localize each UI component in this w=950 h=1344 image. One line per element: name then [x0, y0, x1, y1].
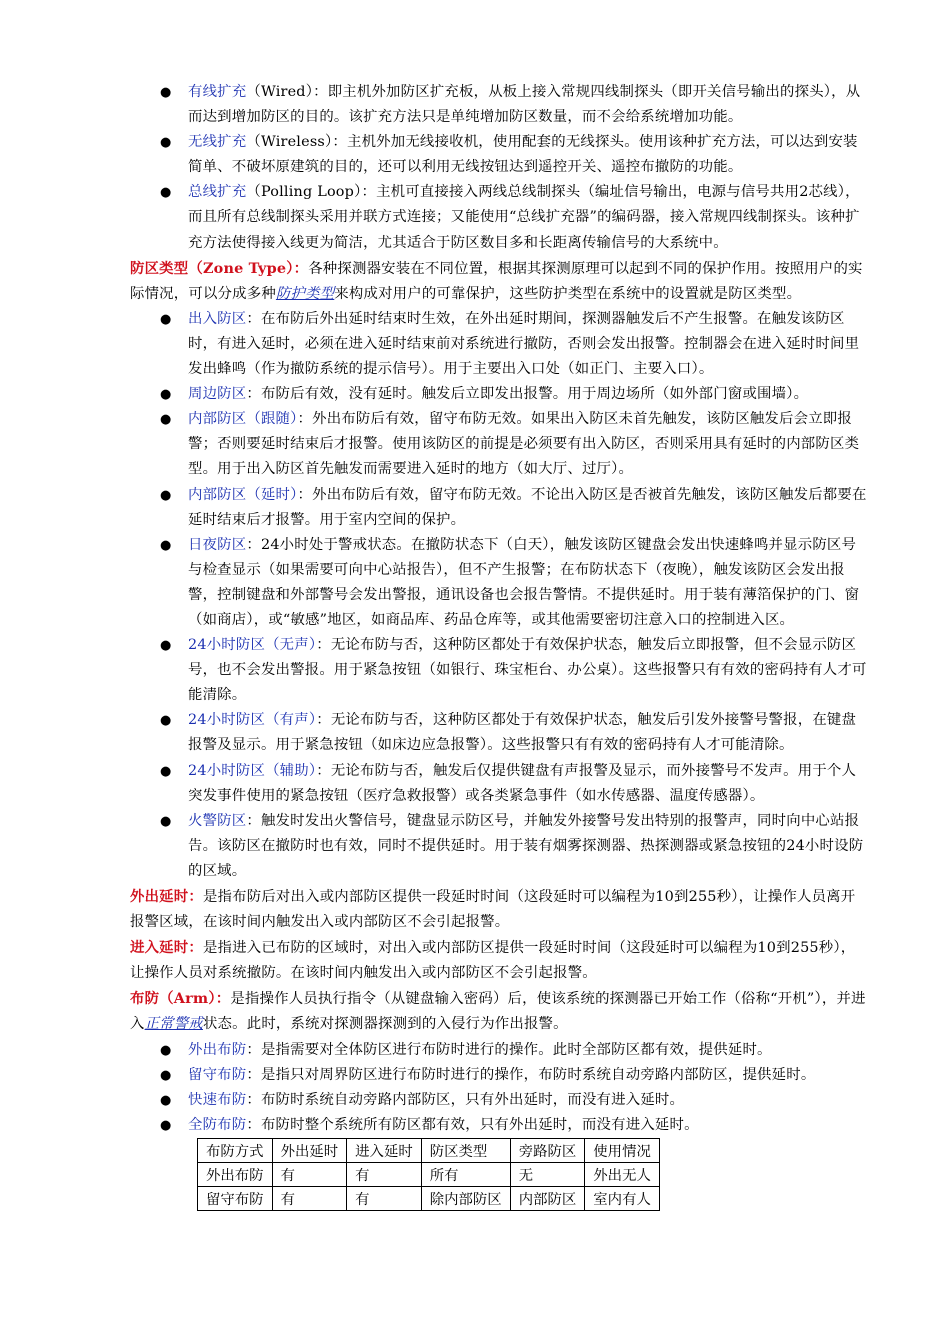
item-text: ：无论布防与否，触发后仅提供键盘有声报警及显示，而外接警号不发声。用于个人突发事件使用的紧急按钮（医疗急救报警）或各类紧急事件（如水传感器、温度传感器）。	[188, 762, 857, 804]
bullet-icon: ●	[160, 135, 172, 151]
list-item	[160, 307, 868, 382]
list-item	[160, 382, 868, 407]
bullet-icon: ●	[160, 311, 172, 327]
list-item	[160, 130, 868, 180]
item-text: （Wireless）：主机外加无线接收机，使用配套的无线探头。使用该种扩充方法，可以达到安装简单、不破坏原建筑的目的，还可以利用无线按钮达到遥控开关、遥控布撤防的功能。	[188, 134, 858, 176]
term: 外出布防	[188, 1041, 247, 1058]
term: 24小时防区（辅助）	[188, 762, 317, 779]
list-item	[160, 809, 868, 884]
term: 快速布防	[188, 1091, 247, 1108]
item-text: ：是指只对周界防区进行布防时进行的操作，布防时系统自动旁路内部防区，提供延时。	[246, 1066, 816, 1083]
paragraph-text: 是指进入已布防的区域时，对出入或内部防区提供一段延时时间（这段延时可以编程为10到255秒），让操作人员对系统撤防。在该时间内触发出入或内部防区不会引起报警。	[130, 940, 856, 982]
term: 内部防区（跟随）	[188, 411, 298, 428]
item-text: ：在布防后外出延时结束时生效，在外出延时期间，探测器触发后不产生报警。在触发该防区时，有进入延时，必须在进入延时结束前对系统进行撤防，否则会发出报警。控制器会在进入延时时间里发出蜂鸣（作为撤防系统的提示信号）。用于主要出入口处（如正门、主要入口）。	[188, 310, 860, 378]
item-text: ：无论布防与否，这种防区都处于有效保护状态，触发后引发外接警号警报，在键盘报警及显示。用于紧急按钮（如床边应急报警）。这些报警只有有效的密码持有人才可能清除。	[188, 712, 857, 754]
paragraph-text: 是指操作人员执行指令（从键盘输入密码）后，使该系统的探测器已开始工作（俗称“开机”），并进入	[130, 991, 866, 1033]
item-text: ：24小时处于警戒状态。在撤防状态下（白天），触发该防区键盘会发出快速蜂鸣并显示防区号与检查显示（如果需要可向中心站报告），但不产生报警；在布防状态下（夜晚），触发该防区会发出报警，控制键盘和外部警号会发出警报，通讯设备也会报告警情。不提供延时。用于装有薄箔保护的门、窗（如商店），或“敏感”地区，如商品库、药品仓库等，或其他需要密切注意入口的控制进入区。	[188, 536, 860, 628]
table-row	[198, 1162, 660, 1186]
item-text: （Wired）：即主机外加防区扩充板，从板上接入常规四线制探头（即开关信号输出的探头），从而达到增加防区的目的。该扩充方法只是单纯增加防区数量，而不会给系统增加功能。	[188, 84, 861, 126]
bullet-icon: ●	[160, 387, 172, 403]
table-cell: 室内有人	[585, 1186, 660, 1210]
bullet-icon: ●	[160, 763, 172, 779]
list-item	[160, 407, 868, 482]
list-item	[160, 483, 868, 533]
paragraph-text: 是指布防后对出入或内部防区提供一段延时时间（这段延时可以编程为10到255秒），让操作人员离开报警区域，在该时间内触发出入或内部防区不会引起报警。	[130, 889, 856, 931]
bullet-icon: ●	[160, 1117, 172, 1133]
list-item	[160, 1063, 868, 1088]
term: 总线扩充	[188, 184, 247, 201]
bullet-icon: ●	[160, 85, 172, 100]
arming-modes-table	[197, 1138, 660, 1211]
table-header-row	[198, 1138, 660, 1162]
entry-delay-paragraph	[130, 935, 868, 986]
normal-guard-link[interactable]: 正常警戒	[144, 1016, 203, 1033]
table-cell: 外出无人	[585, 1162, 660, 1186]
list-item	[160, 1088, 868, 1113]
term: 火警防区	[188, 812, 247, 829]
table-header-cell: 旁路防区	[510, 1138, 585, 1162]
zone-type-paragraph	[130, 256, 868, 307]
document-page	[130, 80, 868, 1208]
term: 周边防区	[188, 386, 247, 403]
paragraph-text: 来构成对用户的可靠保护，这些防护类型在系统中的设置就是防区类型。	[334, 285, 802, 302]
table-cell: 无	[510, 1162, 585, 1186]
bullet-icon: ●	[160, 412, 172, 428]
table-row	[198, 1186, 660, 1210]
table-header-cell: 防区类型	[421, 1138, 510, 1162]
item-text: （Polling Loop）：主机可直接接入两线总线制探头（编址信号输出，电源与信号共用2芯线），而且所有总线制探头采用并联方式连接；又能使用“总线扩充器”的编码器，接入常规四线制探头。该种扩充方法使得接入线更为简洁，尤其适合于防区数目多和长距离传输信号的大系统中。	[188, 184, 860, 251]
section-heading: 外出延时：	[130, 888, 203, 905]
bullet-icon: ●	[160, 1042, 172, 1058]
item-text: ：触发时发出火警信号，键盘显示防区号，并触发外接警号发出特别的报警声，同时向中心站报告。该防区在撤防时也有效，同时不提供延时。用于装有烟雾探测器、热探测器或紧急按钮的24小时设防的区域。	[188, 812, 864, 879]
term: 内部防区（延时）	[188, 486, 298, 503]
bullet-icon: ●	[160, 537, 172, 553]
exit-delay-paragraph	[130, 884, 868, 935]
list-item	[160, 759, 868, 809]
list-item	[160, 633, 868, 708]
arm-paragraph	[130, 986, 868, 1037]
list-item	[160, 180, 868, 255]
table-header-cell: 使用情况	[585, 1138, 660, 1162]
list-item	[160, 1038, 868, 1063]
bullet-icon: ●	[160, 1092, 172, 1108]
item-text: ：布防时系统自动旁路内部防区，只有外出延时，而没有进入延时。	[246, 1091, 685, 1108]
table-cell: 留守布防	[198, 1186, 273, 1210]
bullet-icon: ●	[160, 813, 172, 829]
table-cell: 内部防区	[510, 1186, 585, 1210]
list-item	[160, 533, 868, 633]
table-cell: 有	[272, 1162, 347, 1186]
table-header-cell: 布防方式	[198, 1138, 273, 1162]
item-text: ：外出布防后有效，留守布防无效。不论出入防区是否被首先触发，该防区触发后都要在延时结束后才报警。用于室内空间的保护。	[188, 486, 867, 528]
term: 24小时防区（无声）	[188, 637, 317, 654]
table-cell: 外出布防	[198, 1162, 273, 1186]
bullet-icon: ●	[160, 487, 172, 503]
item-text: ：是指需要对全体防区进行布防时进行的操作。此时全部防区都有效，提供延时。	[246, 1041, 772, 1058]
bullet-icon: ●	[160, 185, 172, 201]
term: 有线扩充	[188, 84, 247, 100]
term: 无线扩充	[188, 134, 247, 151]
item-text: ：布防后有效，没有延时。触发后立即发出报警。用于周边场所（如外部门窗或围墙）。	[246, 386, 809, 403]
paragraph-text: 各种探测器安装在不同位置，根据其探测原理可以起到不同的保护作用。按照用户的实际情况，可以分成多种	[130, 260, 863, 302]
term: 24小时防区（有声）	[188, 712, 317, 729]
paragraph-text: 状态。此时，系统对探测器探测到的入侵行为作出报警。	[202, 1016, 568, 1033]
protection-type-link[interactable]: 防护类型	[275, 285, 335, 302]
section-heading: 进入延时：	[130, 939, 203, 957]
table-cell: 有	[347, 1162, 422, 1186]
bullet-icon: ●	[160, 638, 172, 654]
term: 全防布防	[188, 1116, 247, 1133]
bullet-icon: ●	[160, 1067, 172, 1083]
list-item	[160, 80, 868, 130]
item-text: ：外出布防后有效，留守布防无效。如果出入防区未首先触发，该防区触发后会立即报警；否则要延时结束后才报警。使用该防区的前提是必须要有出入防区，否则采用具有延时的内部防区类型。用于出入防区首先触发而需要进入延时的地方（如大厅、过厅）。	[188, 411, 860, 478]
list-item	[160, 1113, 868, 1138]
term: 出入防区	[188, 310, 247, 327]
section-heading: 布防（Arm）：	[130, 990, 231, 1008]
section-heading: 防区类型（Zone Type）：	[130, 259, 309, 277]
item-text: ：布防时整个系统所有防区都有效，只有外出延时，而没有进入延时。	[246, 1116, 699, 1133]
item-text: ：无论布防与否，这种防区都处于有效保护状态，触发后立即报警，但不会显示防区号，也不会发出警报。用于紧急按钮（如银行、珠宝柜台、办公桌）。这些报警只有有效的密码持有人才可能清除。	[188, 637, 867, 704]
table-header-cell: 外出延时	[272, 1138, 347, 1162]
term: 日夜防区	[188, 536, 247, 553]
table-cell: 所有	[421, 1162, 510, 1186]
table-cell: 有	[272, 1186, 347, 1210]
table-header-cell: 进入延时	[347, 1138, 422, 1162]
list-item	[160, 708, 868, 758]
term: 留守布防	[188, 1066, 247, 1083]
table-cell: 有	[347, 1186, 422, 1210]
bullet-icon: ●	[160, 713, 172, 729]
table-cell: 除内部防区	[421, 1186, 510, 1210]
